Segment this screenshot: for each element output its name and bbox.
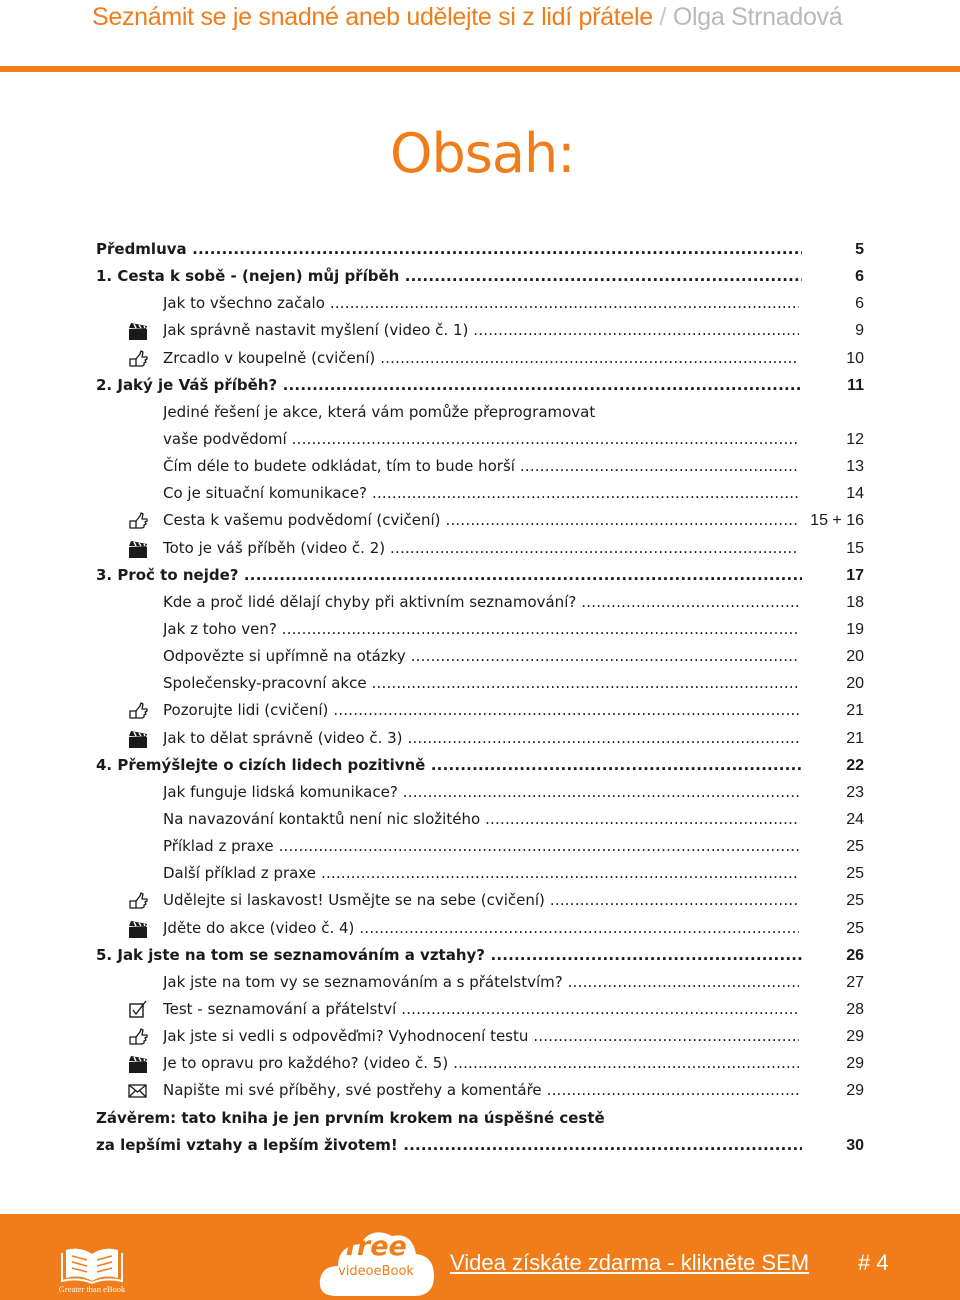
toc-page-number: 24 [846,810,864,828]
toc-entry-title: Jděte do akce (video č. 4) ..... [163,915,799,942]
toc-section-entry[interactable] [0,480,960,507]
toc-page-number: 21 [846,729,864,747]
toc-section-entry[interactable] [0,426,960,453]
clapperboard-icon [127,919,149,939]
toc-page-number: 12 [846,430,864,448]
toc-section-entry[interactable] [0,996,960,1023]
toc-chapter-entry[interactable] [0,942,960,969]
page-title: Obsah: [390,122,575,185]
free-videos-link[interactable]: Videa získáte zdarma - klikněte SEM [450,1250,810,1275]
toc-entry-title: Jak z toho ven? ..... [163,616,799,643]
toc-section-entry[interactable] [0,969,960,996]
toc-section-entry[interactable] [0,643,960,670]
toc-entry-title: Zrcadlo v koupelně (cvičení) ..... [163,345,799,372]
toc-chapter-entry[interactable] [0,752,960,779]
toc-entry-title: Cesta k vašemu podvědomí (cvičení) ..... [163,507,799,534]
logo-text: Greater than eBook [58,1284,126,1294]
toc-page-number: 29 [846,1055,864,1073]
toc-page-number: 11 [847,376,864,394]
toc-entry-title: 2. Jaký je Váš příběh? ..... [96,372,802,399]
toc-section-entry[interactable] [0,887,960,914]
pointing-hand-icon [127,349,149,369]
toc-chapter-entry[interactable] [0,263,960,290]
toc-entry-title: 3. Proč to nejde? ..... [96,562,802,589]
page-number: # 4 [858,1250,889,1275]
toc-section-entry[interactable] [0,670,960,697]
toc-page-number: 25 [846,838,864,856]
toc-page-number: 9 [855,322,864,340]
toc-section-entry[interactable] [0,453,960,480]
toc-page-number: 18 [846,593,864,611]
toc-page-number: 6 [855,268,864,286]
page-footer [0,1214,960,1300]
toc-page-number: 19 [846,620,864,638]
toc-entry-title: Jak funguje lidská komunikace? ..... [163,779,799,806]
toc-entry-title: Jediné řešení je akce, která vám pomůže přeprogramovat [163,402,596,421]
pointing-hand-icon [127,1027,149,1047]
toc-entry-title: Jak jste si vedli s odpověďmi? Vyhodnocení testu ..... [163,1023,799,1050]
toc-page-number: 29 [846,1028,864,1046]
toc-page-number: 17 [846,566,864,584]
toc-page-number: 27 [846,973,864,991]
toc-section-entry[interactable] [0,860,960,887]
toc-section-entry[interactable] [0,535,960,562]
toc-section-entry[interactable] [0,697,960,724]
toc-page-number: 25 [846,919,864,937]
toc-entry-title: Jak správně nastavit myšlení (video č. 1) ..... [163,317,799,344]
toc-entry-title: Společensky-pracovní akce ..... [163,670,799,697]
checkbox-icon [127,1000,149,1020]
toc-section-entry[interactable] [0,290,960,317]
toc-entry-title: Odpovězte si upřímně na otázky ..... [163,643,799,670]
toc-entry-title: vaše podvědomí ..... [163,426,799,453]
toc-page-number: 23 [846,783,864,801]
toc-section-entry[interactable] [0,915,960,942]
header-title [92,2,842,32]
toc-entry-title: Jak jste na tom vy se seznamováním a s přátelstvím? ..... [163,969,799,996]
toc-entry-title: Další příklad z praxe ..... [163,860,799,887]
toc-page-number: 22 [846,756,864,774]
toc-entry-title: Co je situační komunikace? ..... [163,480,799,507]
toc-entry-title: Příklad z praxe ..... [163,833,799,860]
toc-entry-title: Toto je váš příběh (video č. 2) ..... [163,535,799,562]
toc-page-number: 29 [846,1082,864,1100]
toc-entry-title: Jak to všechno začalo ..... [163,290,799,317]
pointing-hand-icon [127,511,149,531]
toc-entry-title: Kde a proč lidé dělají chyby při aktivním seznamování? ..... [163,589,799,616]
toc-page-number: 25 [846,892,864,910]
toc-section-entry[interactable] [0,806,960,833]
clapperboard-icon [127,1054,149,1074]
toc-section-entry[interactable] [0,725,960,752]
badge-subtitle: videoeBook [338,1264,414,1279]
toc-chapter-entry[interactable] [0,1132,960,1159]
toc-page-number: 14 [846,485,864,503]
greater-than-ebook-logo [52,1244,132,1298]
toc-section-entry[interactable] [0,589,960,616]
page-header [0,0,960,72]
pointing-hand-icon [127,891,149,911]
clapperboard-icon [127,539,149,559]
toc-chapter-entry[interactable] [0,562,960,589]
toc-page-number: 13 [846,458,864,476]
toc-entry-title: Jak to dělat správně (video č. 3) ..... [163,725,799,752]
toc-chapter-entry[interactable] [0,372,960,399]
toc-entry-title: 5. Jak jste na tom se seznamováním a vztahy? ..... [96,942,802,969]
toc-section-entry[interactable] [0,507,960,534]
toc-entry-title: Udělejte si laskavost! Usmějte se na sebe (cvičení) ..... [163,887,799,914]
toc-section-entry[interactable] [0,833,960,860]
toc-page-number: 5 [855,241,864,258]
author-name: Olga Strnadová [672,3,843,31]
toc-entry-title: 1. Cesta k sobě - (nejen) můj příběh ..... [96,263,802,290]
toc-entry-title: Závěrem: tato kniha je jen prvním krokem na úspěšné cestě [96,1108,605,1127]
toc-page-number: 20 [846,648,864,666]
toc-page-number: 20 [846,675,864,693]
title-separator: / [659,3,667,31]
toc-page-number: 26 [846,946,864,964]
toc-entry-title: za lepšími vztahy a lepším životem! ..... [96,1132,802,1159]
toc-chapter-entry[interactable] [0,236,960,263]
free-video-ebook-badge [314,1220,438,1300]
toc-section-entry[interactable] [0,779,960,806]
clapperboard-icon [127,321,149,341]
toc-entry-title: Je to opravu pro každého? (video č. 5) ..... [163,1050,799,1077]
toc-entry-title: Pozorujte lidi (cvičení) ..... [163,697,799,724]
toc-page-number: 21 [846,702,864,720]
toc-section-entry[interactable] [0,1023,960,1050]
header-rule [0,66,960,72]
badge-free-text: free [345,1231,407,1262]
toc-page-number: 15 [846,539,864,557]
toc-section-entry[interactable] [0,399,960,426]
toc-entry-title: 4. Přemýšlejte o cizích lidech pozitivně ..... [96,752,802,779]
toc-entry-title: Předmluva ..... [96,236,802,263]
toc-page-number: 6 [855,295,864,313]
book-title: Seznámit se je snadné aneb udělejte si z lidí přátele [92,3,653,31]
toc-section-entry[interactable] [0,345,960,372]
toc-chapter-entry[interactable] [0,1105,960,1132]
pointing-hand-icon [127,701,149,721]
toc-section-entry[interactable] [0,1077,960,1104]
open-book-icon [52,1244,132,1284]
clapperboard-icon [127,729,149,749]
toc-entry-title: Na navazování kontaktů není nic složitého ..... [163,806,799,833]
toc-page-number: 10 [846,349,864,367]
toc-page-number: 25 [846,865,864,883]
toc-section-entry[interactable] [0,616,960,643]
toc-entry-title: Test - seznamování a přátelství ..... [163,996,799,1023]
toc-entry-title: Napište mi své příběhy, své postřehy a komentáře ..... [163,1077,799,1104]
table-of-contents [0,236,960,1159]
toc-section-entry[interactable] [0,317,960,344]
toc-page-number: 28 [846,1000,864,1018]
envelope-icon [127,1081,149,1101]
toc-page-number: 30 [846,1136,864,1154]
toc-page-number: 15 + 16 [810,512,864,530]
toc-section-entry[interactable] [0,1050,960,1077]
toc-entry-title: Čím déle to budete odkládat, tím to bude horší ..... [163,453,799,480]
